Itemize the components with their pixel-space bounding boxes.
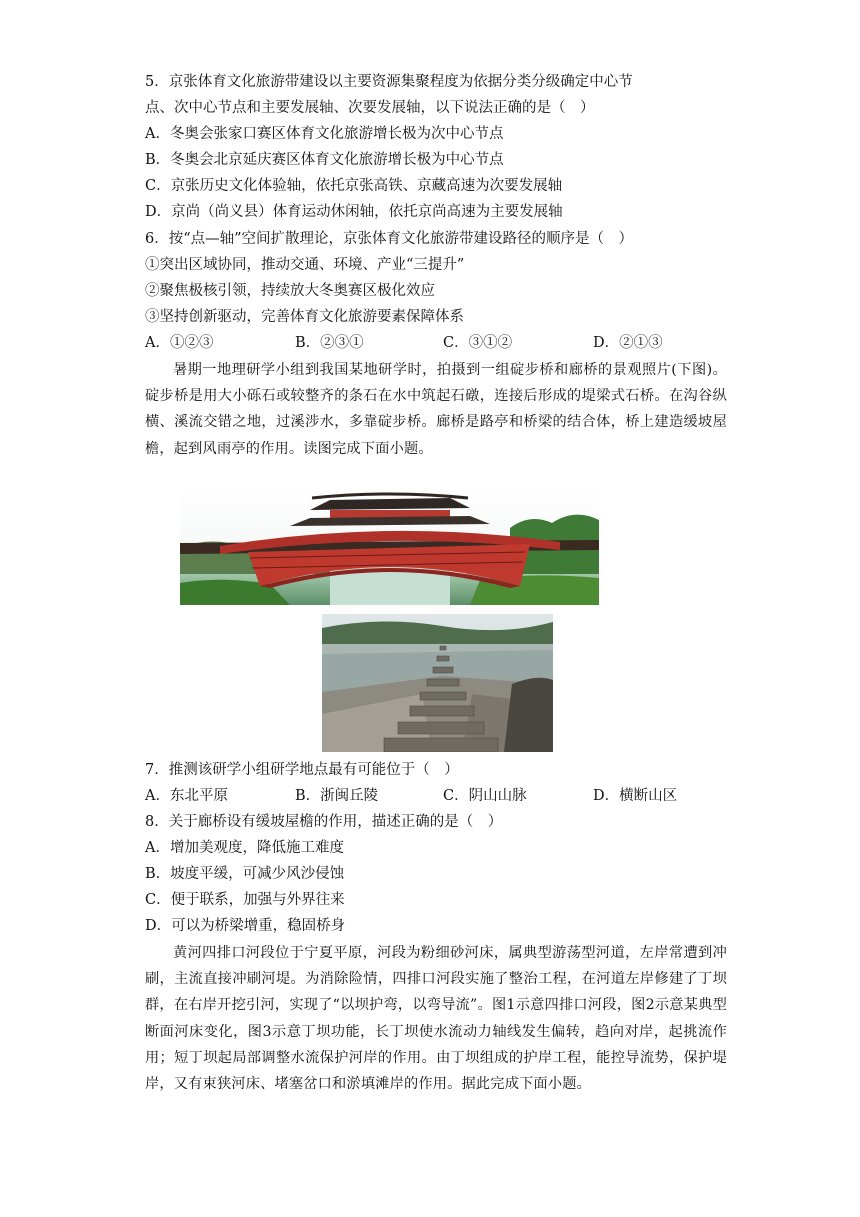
q6-option-a: A．①②③ [145, 335, 214, 351]
q7-option-b: B．浙闽丘陵 [295, 788, 379, 804]
q5-option-b: B．冬奥会北京延庆赛区体育文化旅游增长极为中心节点 [145, 152, 504, 168]
stepping-stone-illustration [322, 614, 553, 752]
passage-yellow-river: 黄河四排口河段位于宁夏平原，河段为粉细砂河床，属典型游荡型河道，左岸常遭到冲刷，主流直接冲刷河堤。为消除险情，四排口河段实施了整治工程，在河道左岸修建了丁坝群，在右岸开挖引河，实现了“以坝护弯，以弯导流”。图1示意四排口河段，图2示意某典型断面河床变化，图3示意丁坝功能，长丁坝使水流动力轴线发生偏转，趋向对岸，起挑流作用；短丁坝起局部调整水流保护河岸的作用。由丁坝组成的护岸工程，能控导流势，保护堤岸，又有束狭河床、堵塞岔口和淤填滩岸的作用。据此完成下面小题。 [145, 945, 727, 1093]
q6-item-2: ②聚焦极核引领，持续放大冬奥赛区极化效应 [145, 283, 435, 299]
q6-option-d: D．②①③ [593, 335, 663, 351]
q5-stem-line2: 点、次中心节点和主要发展轴、次要发展轴，以下说法正确的是（ ） [145, 100, 595, 116]
q8-option-a: A．增加美观度，降低施工难度 [145, 840, 344, 856]
q7-stem: 7．推测该研学小组研学地点最有可能位于（ ） [145, 762, 459, 778]
q5-stem-line1: 5．京张体育文化旅游带建设以主要资源集聚程度为依据分类分级确定中心节 [145, 74, 633, 90]
q7-option-c: C．阴山山脉 [443, 788, 527, 804]
q6-stem: 6．按“点—轴”空间扩散理论，京张体育文化旅游带建设路径的顺序是（ ） [145, 231, 634, 247]
q8-option-c: C．便于联系，加强与外界往来 [145, 892, 345, 908]
q6-option-c: C．③①② [443, 335, 513, 351]
q7-option-a: A．东北平原 [145, 788, 228, 804]
covered-bridge-photo [180, 488, 599, 605]
q7-option-d: D．横断山区 [593, 788, 678, 804]
q5-option-d: D．京尚（尚义县）体育运动休闲轴，依托京尚高速为主要发展轴 [145, 204, 563, 220]
covered-bridge-illustration [180, 488, 599, 605]
stepping-stone-bridge-photo [322, 614, 553, 752]
q6-item-3: ③坚持创新驱动，完善体育文化旅游要素保障体系 [145, 309, 464, 325]
passage-bridges: 暑期一地理研学小组到我国某地研学时，拍摄到一组碇步桥和廊桥的景观照片(下图)。碇步桥是用大小砾石或较整齐的条石在水中筑起石礅，连接后形成的堤梁式石桥。在沟谷纵横、溪流交错之地，过溪涉水，多靠碇步桥。廊桥是路亭和桥梁的结合体，桥上建造缓坡屋檐，起到风雨亭的作用。读图完成下面小题。 [145, 362, 727, 457]
q5-option-c: C．京张历史文化体验轴，依托京张高铁、京藏高速为次要发展轴 [145, 178, 563, 194]
q5-option-a: A．冬奥会张家口赛区体育文化旅游增长极为次中心节点 [145, 126, 504, 142]
q8-option-b: B．坡度平缓，可减少风沙侵蚀 [145, 866, 345, 882]
q8-option-d: D．可以为桥梁增重，稳固桥身 [145, 918, 346, 934]
q8-stem: 8．关于廊桥设有缓坡屋檐的作用，描述正确的是（ ） [145, 814, 503, 830]
q6-option-b: B．②③① [295, 335, 364, 351]
q6-item-1: ①突出区域协同，推动交通、环境、产业“三提升” [145, 257, 465, 273]
